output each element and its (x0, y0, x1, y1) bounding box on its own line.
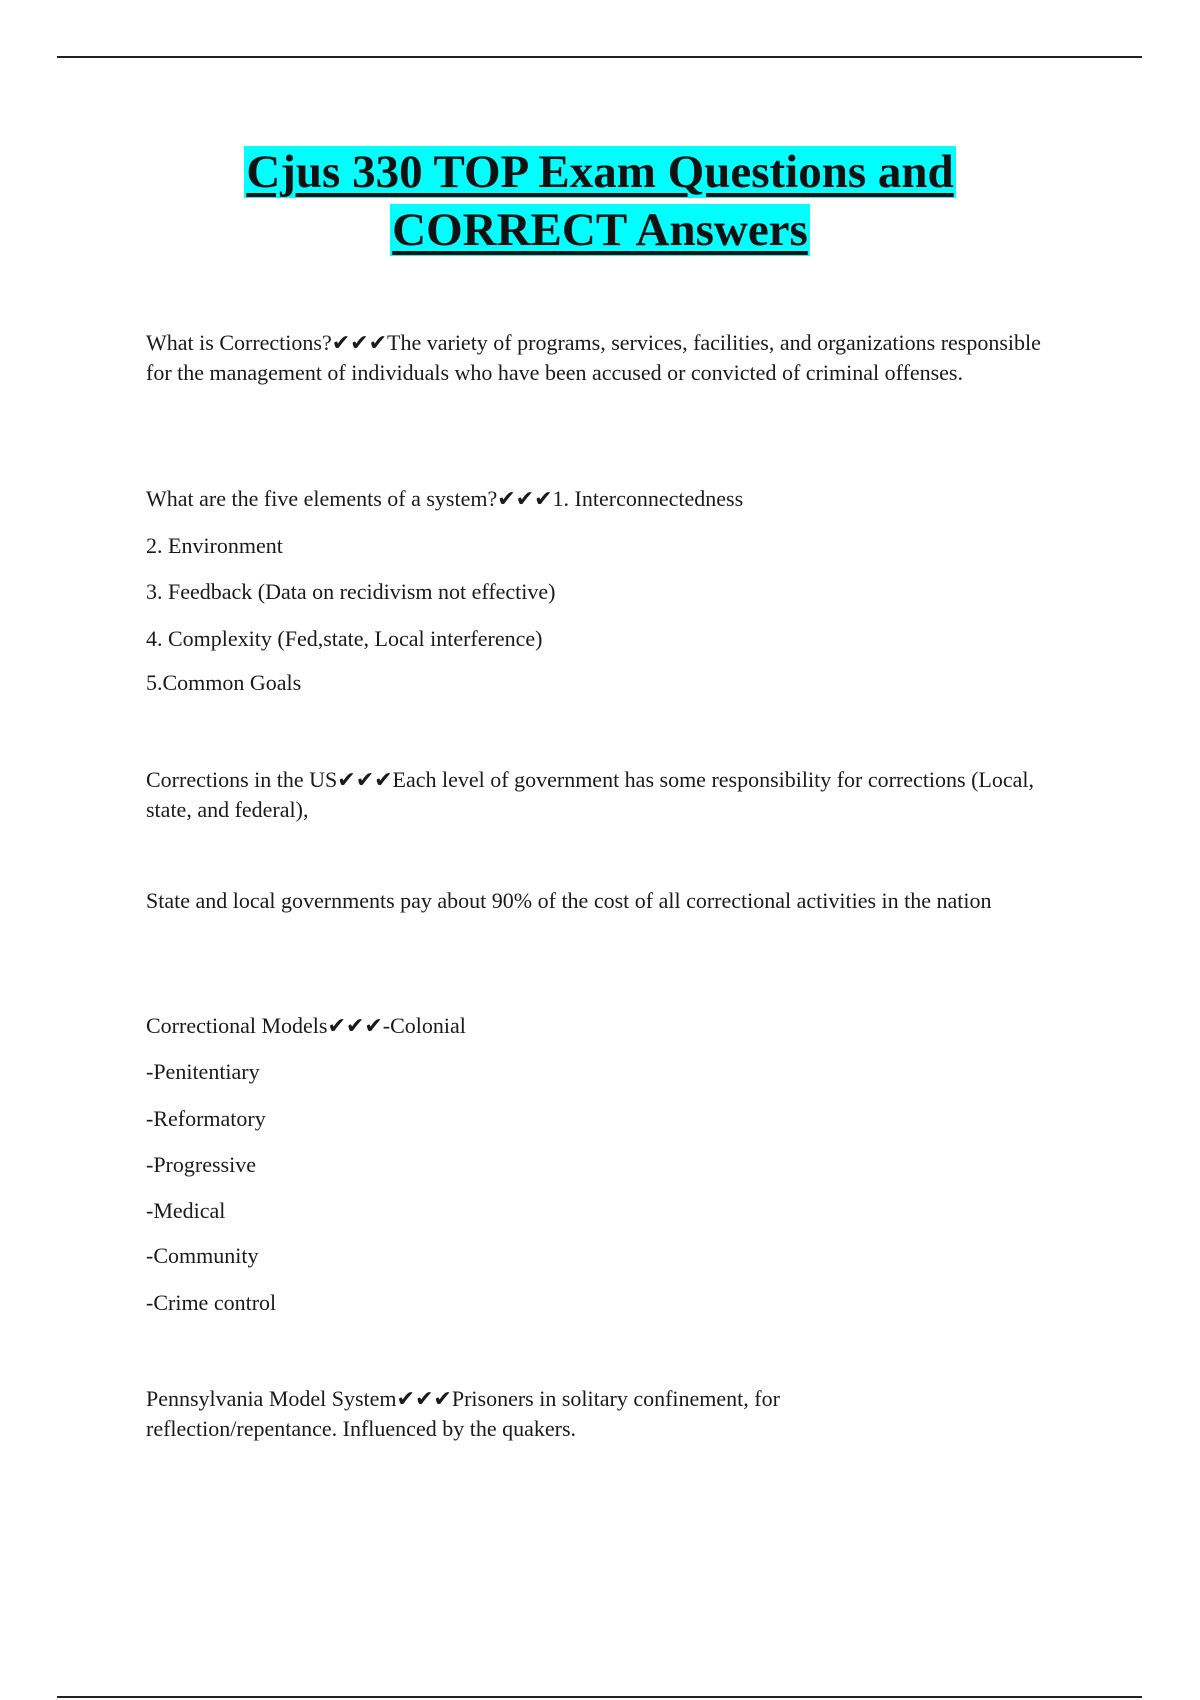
title-line-2: CORRECT Answers (392, 204, 808, 256)
qa-five-elements: What are the five elements of a system?✔✔✔1. Interconnectedness (146, 486, 744, 511)
bottom-rule (57, 1696, 1142, 1698)
list-item: -Crime control (146, 1290, 277, 1315)
qa-correctional-models: Correctional Models✔✔✔-Colonial (146, 1013, 466, 1038)
list-item: -Medical (146, 1198, 226, 1223)
list-item: 5.Common Goals (146, 670, 302, 695)
list-item: 4. Complexity (Fed,state, Local interference) (146, 626, 543, 651)
list-item: 2. Environment (146, 533, 283, 558)
qa-corrections-us: Corrections in the US✔✔✔Each level of government has some responsibility for corrections (Local, state, and federal), (146, 767, 1035, 822)
list-item: 3. Feedback (Data on recidivism not effective) (146, 579, 556, 604)
page-title (0, 143, 1200, 259)
list-item: -Reformatory (146, 1106, 266, 1131)
qa-corrections: What is Corrections?✔✔✔The variety of programs, services, facilities, and organizations responsible for the management of individuals who have been accused or convicted of criminal offenses. (146, 330, 1041, 385)
list-item: -Penitentiary (146, 1059, 260, 1084)
top-rule (57, 56, 1142, 58)
qa-pennsylvania-model: Pennsylvania Model System✔✔✔Prisoners in solitary confinement, for reflection/repentance. Influenced by the quakers. (146, 1386, 780, 1441)
qa-state-local-cost: State and local governments pay about 90% of the cost of all correctional activities in the nation (146, 888, 992, 913)
title-line-1: Cjus 330 TOP Exam Questions and (246, 146, 954, 198)
list-item: -Community (146, 1243, 259, 1268)
list-item: -Progressive (146, 1152, 256, 1177)
